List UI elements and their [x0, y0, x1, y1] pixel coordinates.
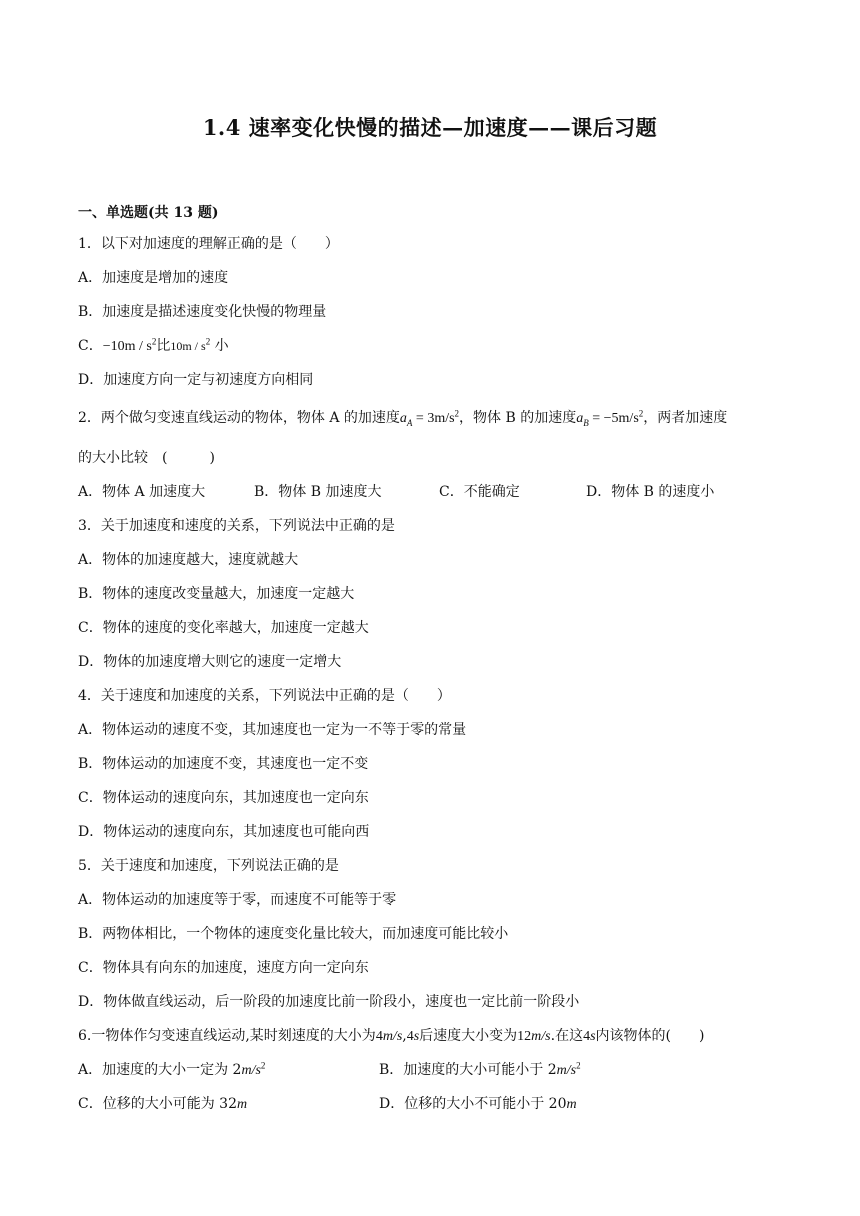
q6-d-text: D．位移的大小不可能小于 20 [379, 1096, 567, 1112]
q2-stem-line2: 的大小比较 ( ) [78, 450, 215, 466]
q6-d-unit: m [566, 1097, 577, 1112]
q6-s2: , [402, 1028, 407, 1044]
q6-options-row-2 [78, 1094, 778, 1114]
q6-a-sup: 2 [260, 1060, 266, 1071]
q4-option-b: B．物体运动的加速度不变，其速度也一定不变 [78, 756, 369, 772]
q6-stem [78, 1026, 704, 1047]
q1-stem: 1．以下对加速度的理解正确的是（ ） [78, 236, 339, 252]
q5-option-b: B．两物体相比，一个物体的速度变化量比较大，而加速度可能比较小 [78, 926, 509, 942]
q6-u4: s [590, 1029, 596, 1044]
q5-option-d: D．物体做直线运动，后一阶段的加速度比前一阶段小，速度也一定比前一阶段小 [78, 994, 580, 1010]
q6-t1: 4 [406, 1029, 414, 1044]
q1-c-expr1: −10m / s [102, 339, 152, 354]
q2-aB-sup: 2 [638, 408, 644, 419]
q6-c-unit: m [236, 1097, 248, 1112]
q2-stem-part3: ，两者加速度 [643, 410, 728, 426]
q6-s5: 内该物体的( ) [595, 1028, 705, 1044]
q3-option-a: A．物体的加速度越大，速度就越大 [78, 552, 299, 568]
q3-option-c: C．物体的速度的变化率越大，加速度一定越大 [78, 620, 369, 636]
q6-option-a [78, 1060, 265, 1081]
q6-u1: m/s [382, 1029, 403, 1044]
q6-b-sup: 2 [576, 1060, 581, 1071]
q1-c-expr2: 10m / s [170, 339, 206, 353]
q6-a-text: A．加速度的大小一定为 2 [78, 1062, 242, 1078]
q2-aB-val: = −5m/s [588, 411, 639, 426]
q2-aA-val: = 3m/s [412, 411, 455, 426]
q6-b-unit: m/s [556, 1063, 577, 1078]
q6-b-text: B．加速度的大小可能小于 2 [379, 1062, 557, 1078]
q6-option-d [379, 1094, 577, 1115]
q2-options-row [78, 482, 778, 502]
q2-aB-var: a [576, 411, 584, 426]
q1-c-suffix: 小 [214, 338, 229, 354]
q6-u2: s [413, 1029, 420, 1044]
q1-c-mid: 比 [156, 338, 171, 354]
q6-v2: 12 [517, 1029, 532, 1044]
q5-option-a: A．物体运动的加速度等于零，而速度不可能等于零 [78, 892, 397, 908]
q1-c-sup2: 2 [205, 336, 211, 347]
q6-s3: 后速度大小变为 [419, 1028, 518, 1044]
q1-c-sup1: 2 [151, 336, 157, 347]
q6-c-text: C．位移的大小可能为 32 [78, 1096, 237, 1112]
q2-option-a: A．物体 A 加速度大 [78, 484, 206, 500]
q2-stem-part2: ，物体 B 的加速度 [459, 410, 577, 426]
q1-option-c [78, 336, 229, 357]
q1-option-d: D．加速度方向一定与初速度方向相同 [78, 372, 314, 388]
q6-s1: 6.一物体作匀变速直线运动,某时刻速度的大小为 [78, 1028, 376, 1044]
q3-option-b: B．物体的速度改变量越大，加速度一定越大 [78, 586, 355, 602]
q2-aA-sub: A [406, 417, 413, 428]
q6-a-unit: m/s [241, 1063, 261, 1078]
q4-option-a: A．物体运动的速度不变，其加速度也一定为一不等于零的常量 [78, 722, 467, 738]
q6-t2: 4 [583, 1029, 591, 1044]
q5-stem: 5．关于速度和加速度，下列说法正确的是 [78, 858, 339, 874]
q2-stem-part1: 2．两个做匀变速直线运动的物体，物体 A 的加速度 [78, 410, 400, 426]
q2-aB-sub: B [583, 417, 589, 428]
q6-options-row-1 [78, 1060, 778, 1080]
q4-stem: 4．关于速度和加速度的关系，下列说法中正确的是（ ） [78, 688, 451, 704]
q2-aA-sup: 2 [454, 408, 460, 419]
q6-option-c [78, 1094, 247, 1115]
q2-option-c: C．不能确定 [439, 484, 520, 500]
q1-option-a: A．加速度是增加的速度 [78, 270, 229, 286]
q1-c-prefix: C． [78, 338, 103, 354]
q4-option-c: C．物体运动的速度向东，其加速度也一定向东 [78, 790, 369, 806]
q2-option-b: B．物体 B 加速度大 [254, 484, 382, 500]
q3-option-d: D．物体的加速度增大则它的速度一定增大 [78, 654, 342, 670]
section-heading: 一、单选题(共 13 题) [78, 205, 219, 221]
q5-option-c: C．物体具有向东的加速度，速度方向一定向东 [78, 960, 369, 976]
q6-v1: 4 [375, 1029, 383, 1044]
q2-option-d: D．物体 B 的速度小 [586, 484, 715, 500]
q6-option-b [379, 1060, 581, 1081]
page-title: 1.4 速率变化快慢的描述—加速度——课后习题 [202, 115, 658, 140]
q1-option-b: B．加速度是描述速度变化快慢的物理量 [78, 304, 327, 320]
q6-u3: m/s [531, 1029, 551, 1044]
q4-option-d: D．物体运动的速度向东，其加速度也可能向西 [78, 824, 370, 840]
q6-s4: .在这 [550, 1028, 584, 1044]
q3-stem: 3．关于加速度和速度的关系，下列说法中正确的是 [78, 518, 395, 534]
q2-stem-line1 [78, 408, 727, 429]
q2-aA-var: a [399, 411, 407, 426]
